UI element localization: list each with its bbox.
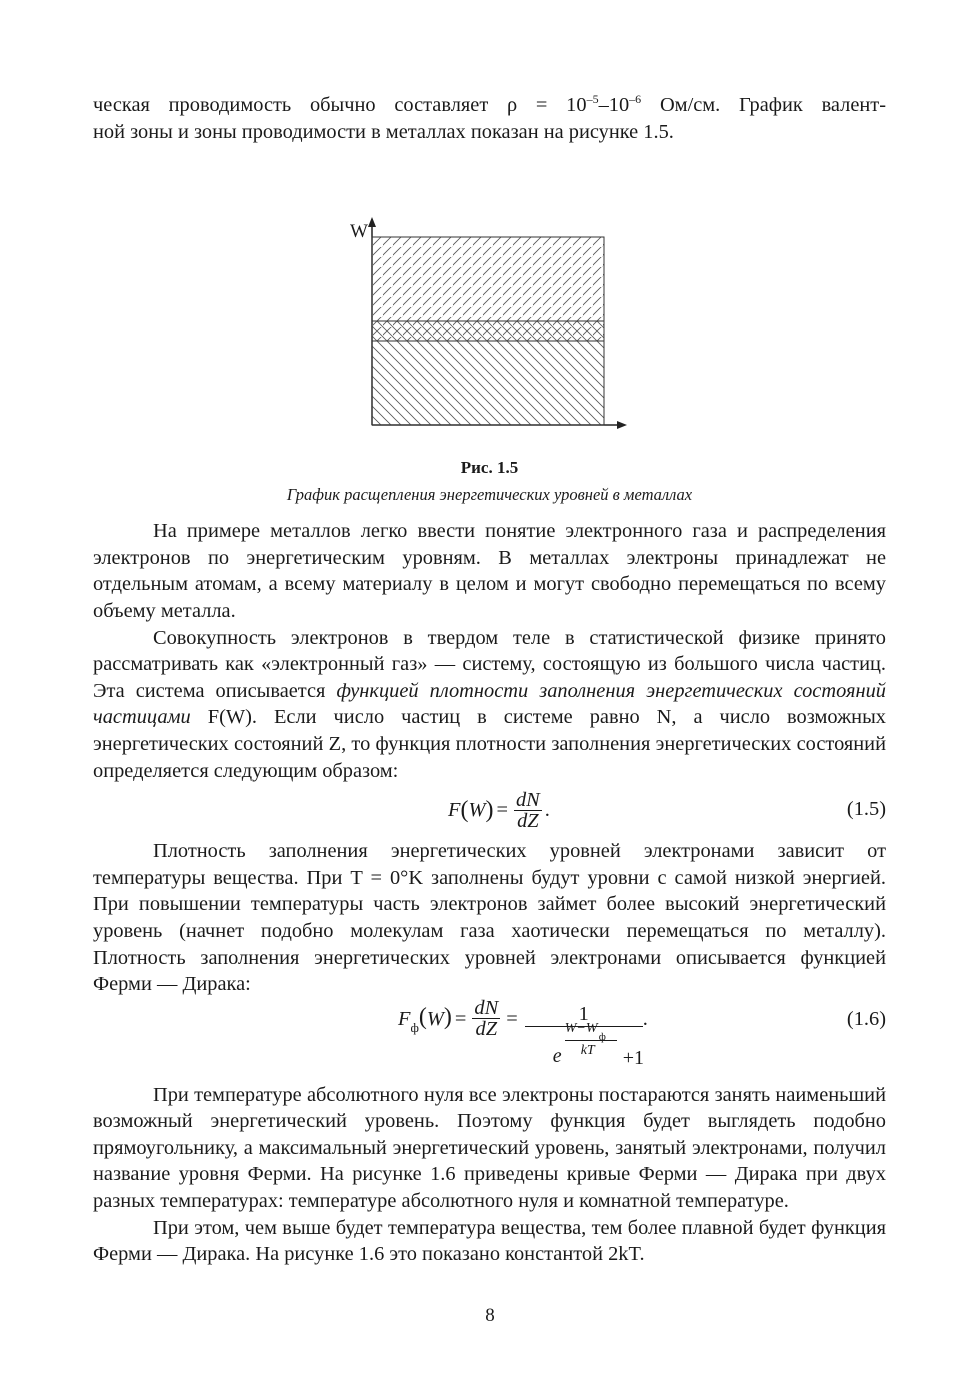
paragraph-temperature: Плотность заполнения энергетических уровней электронами зависит от температуры вещества. При T = 0°K заполнены будут уровни с самой низкой энергией. При повышении температуры часть электронов займет более высокий энергетический уровень (начнет подобно молекулам газа хаотически перемещаться по металлу). Плотность заполнения энергетических уровней электронами описывается функцией Ферми — Дирака: xyxy=(93,840,886,996)
band-diagram-svg xyxy=(343,217,733,497)
page-number: 8 xyxy=(485,1305,495,1326)
axis-label-w: W xyxy=(350,221,368,243)
valence-band xyxy=(372,321,604,425)
paragraph-absolute-zero: При температуре абсолютного нуля все электроны постараются занять наименьший возможный энергетический уровень. Поэтому функция будет выглядеть подобно прямоугольнику, а максимальный энергетический уровень, занятый электронами, получил название уровня Ферми. На рисунке 1.6 приведены кривые Ферми — Дирака при двух разных температурах: температуре абсолютного нуля и комнатной температуре. xyxy=(93,1083,886,1213)
paragraph-intro: ческая проводимость обычно составляет $\rho = 10^{-5}-10^{-6}$ Ом/см. График валент- xyxy=(93,92,887,116)
equation-1-6: F ф ( W ) = $\frac{dN}{dZ}$ = 1 e W−W ф kT +1 . (1.6) xyxy=(398,996,886,1069)
y-axis-arrow xyxy=(368,217,376,227)
equation-number-1-5: (1.5) xyxy=(846,798,886,821)
page-body xyxy=(93,92,886,1268)
equation-number-1-6: (1.6) xyxy=(846,1007,886,1030)
figure-caption-number: Рис. 1.5 xyxy=(460,458,519,478)
paragraph-intro-line2: ной зоны и зоны проводимости в металлах показан на рисунке 1.5. xyxy=(93,120,674,143)
paragraph-density-function: Совокупность электронов в твердом теле в статистической физике принято рассматривать как «электронный газ» — систему, состоящую из большого числа частиц. Эта система описывается функцией плотности заполнения энергетических состояний частицами F(W). Если число частиц в системе равно N, а число возможных энергетических состояний Z, то функция плотности заполнения энергетических состояний определяется следующим образом: xyxy=(93,626,886,782)
figure-band-diagram xyxy=(93,145,886,415)
x-axis-arrow xyxy=(617,421,627,429)
paragraph-smooth-function: При этом, чем выше будет температура вещества, тем более плавной будет функция Ферми — Дирака. На рисунке 1.6 это показано константой 2kT. xyxy=(93,1216,886,1266)
equation-1-5: F ( W ) = $\frac{dN}{dZ}$ . (1.5) xyxy=(448,789,886,833)
figure-caption-text: График расщепления энергетических уровней в металлах xyxy=(286,485,693,505)
paragraph-electron-gas: На примере металлов легко ввести понятие электронного газа и распределения электронов по энергетическим уровням. В металлах электроны принадлежат не отдельным атомам, а всему материалу в целом и могут свободно перемещаться по всему объему металла. xyxy=(93,520,886,622)
